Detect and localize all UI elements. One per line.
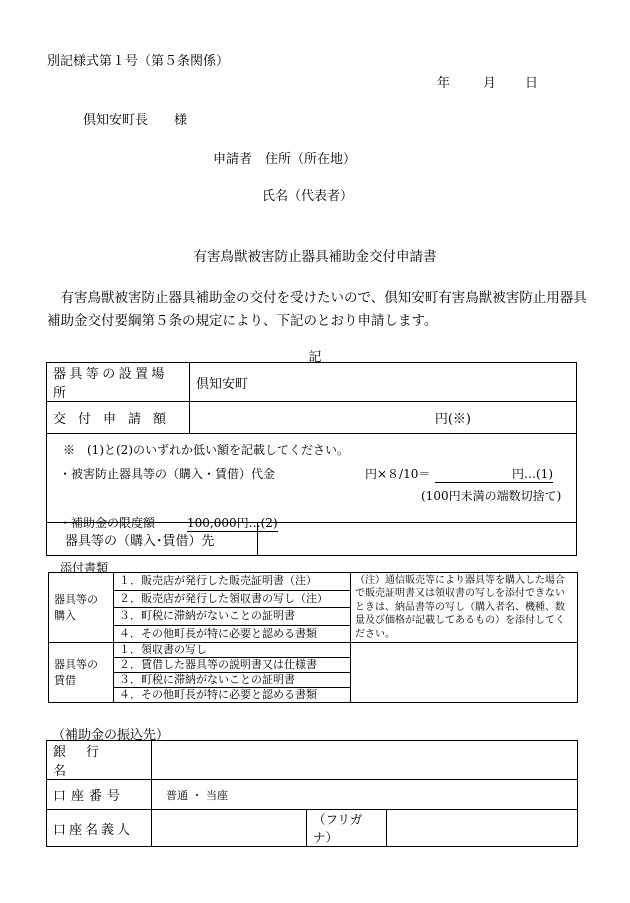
account-number-row [47, 780, 578, 810]
notes-row [47, 434, 577, 523]
supplier-value[interactable] [258, 523, 576, 555]
account-type-field[interactable]: 普通 ・ 当座 [152, 780, 578, 810]
body-text: 有害鳥獣被害防止器具補助金の交付を受けたいので、倶知安町有害鳥獣被害防止用器具補助金交付要綱第５条の規定により、下記のとおり申請します。 [47, 290, 587, 329]
applicant-address-label: 申請者 住所（所在地） [213, 152, 357, 167]
purchase-item-4: ４．その他町長が特に必要と認める書類 [114, 625, 351, 643]
application-table [46, 362, 577, 556]
date-day-label: 日 [525, 76, 539, 91]
supplier-label: 器具等の（購入･賃借）先 [47, 523, 258, 555]
note-line-4-label: ・補助金の限度額 [59, 516, 156, 530]
bank-table [46, 740, 578, 847]
account-holder-label: 口座名義人 [47, 810, 152, 847]
lease-item-3: ３．町税に滞納がないことの証明書 [114, 673, 351, 688]
ki-label: 記 [308, 350, 322, 365]
furigana-field[interactable] [387, 810, 578, 847]
applicant-name-label: 氏名（代表者） [262, 189, 354, 204]
note-line-4-value: 100,000円…(2) [187, 516, 278, 530]
recipient-honorific: 様 [174, 113, 188, 128]
purchase-item-3: ３．町税に滞納がないことの証明書 [114, 608, 351, 626]
recipient-name: 倶知安町長 [83, 113, 149, 128]
form-id: 別記様式第１号（第５条関係） [47, 54, 230, 69]
lease-item-4: ４．その他町長が特に必要と認める書類 [114, 688, 351, 703]
note-line-2-label: ・被害防止器具等の（購入・賃借）代金 [59, 467, 276, 481]
bank-section-title: （補助金の振込先） [52, 728, 170, 743]
note-line-2-result[interactable]: 円…(1) [435, 465, 553, 483]
amount-label: 交付申請額 [47, 402, 190, 434]
note-line-2-calc: 円×８/10＝ [365, 467, 431, 481]
account-number-label: 口座番号 [47, 780, 152, 810]
lease-note-blank [351, 643, 578, 703]
attachments-table [48, 572, 578, 703]
location-label: 器具等の設置場所 [47, 363, 190, 402]
account-holder-row [47, 810, 578, 847]
notes-cell [47, 434, 577, 530]
location-row [47, 363, 577, 402]
lease-item-1: １．領収書の写し [114, 643, 351, 658]
attachments-title: 添付書類 [60, 561, 109, 575]
bank-name-row [47, 741, 578, 780]
attachment-note: （注）通信販売等により器具等を購入した場合で販売証明書又は領収書の写しを添付できないときは、納品書等の写し（購入者名、機種、数量及び価格が記載してあるもの）を添付してください。 [351, 573, 578, 643]
location-value[interactable]: 倶知安町 [190, 363, 577, 402]
attach-row [49, 573, 578, 591]
bank-name-label: 銀行名 [47, 741, 152, 780]
amount-row [47, 402, 577, 434]
note-line-1: ※ (1)と(2)のいずれか低い額を記載してください。 [63, 443, 349, 457]
purchase-item-2: ２．販売店が発行した領収書の写し（注） [114, 590, 351, 608]
date-month-label: 月 [483, 76, 497, 91]
date-year-label: 年 [437, 76, 451, 91]
note-line-3: (100円未満の端数切捨て) [421, 489, 562, 503]
furigana-label: （フリガナ） [307, 810, 387, 847]
purchase-group-label: 器具等の 購入 [49, 573, 114, 643]
document-title: 有害鳥獣被害防止器具補助金交付申請書 [193, 249, 437, 265]
lease-item-2: ２．賃借した器具等の説明書又は仕様書 [114, 658, 351, 673]
attach-row [49, 643, 578, 658]
purchase-item-1: １．販売店が発行した販売証明書（注） [114, 573, 351, 591]
amount-value[interactable]: 円(※) [190, 402, 577, 434]
lease-group-label: 器具等の 賃借 [49, 643, 114, 703]
bank-name-field[interactable] [152, 741, 578, 780]
recipient [83, 109, 187, 128]
account-holder-field[interactable] [152, 810, 307, 847]
